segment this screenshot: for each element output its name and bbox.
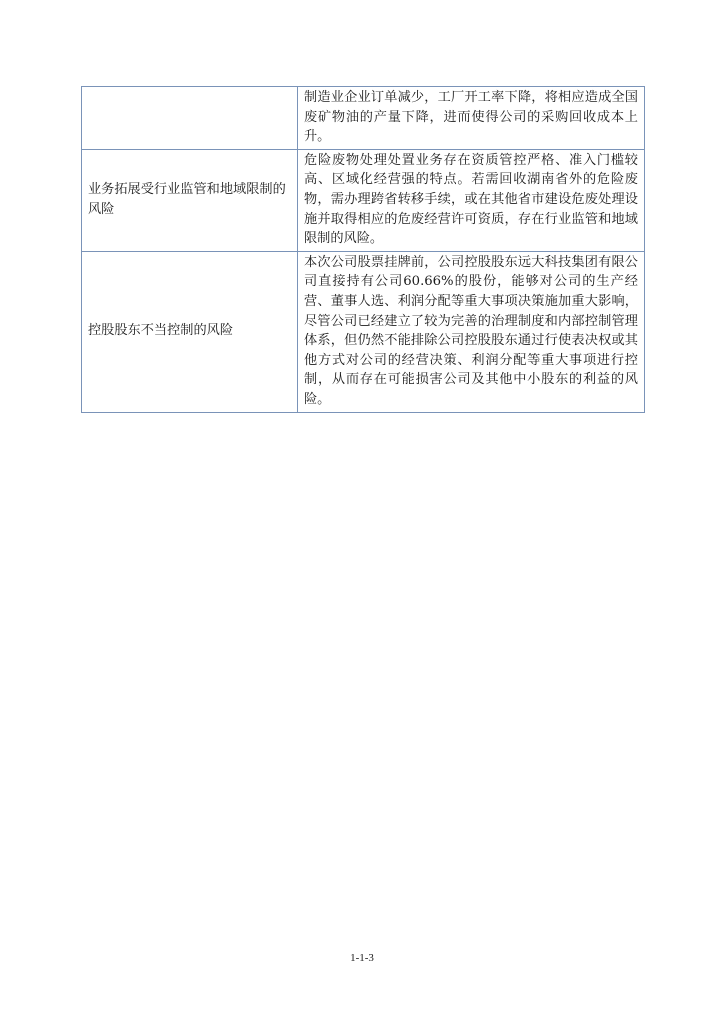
risk-name-cell: 业务拓展受行业监管和地域限制的风险 <box>82 149 298 251</box>
table-row <box>82 149 645 251</box>
page-number: 1-1-3 <box>350 952 374 964</box>
table-row <box>82 87 645 150</box>
risk-description-cell: 制造业企业订单减少，工厂开工率下降，将相应造成全国废矿物油的产量下降，进而使得公司的采购回收成本上升。 <box>298 87 645 150</box>
risk-name-cell: 控股股东不当控制的风险 <box>82 251 298 412</box>
risk-description-cell: 本次公司股票挂牌前，公司控股股东远大科技集团有限公司直接持有公司60.66%的股份，能够对公司的生产经营、董事人选、利润分配等重大事项决策施加重大影响，尽管公司已经建立了较为完善的治理制度和内部控制管理体系，但仍然不能排除公司控股股东通过行使表决权或其他方式对公司的经营决策、利润分配等重大事项进行控制，从而存在可能损害公司及其他中小股东的利益的风险。 <box>298 251 645 412</box>
table-row <box>82 251 645 412</box>
risk-table <box>81 86 645 413</box>
risk-description-cell: 危险废物处理处置业务存在资质管控严格、准入门槛较高、区域化经营强的特点。若需回收湖南省外的危险废物，需办理跨省转移手续，或在其他省市建设危废处理设施并取得相应的危废经营许可资质，存在行业监管和地域限制的风险。 <box>298 149 645 251</box>
risk-name-cell <box>82 87 298 150</box>
